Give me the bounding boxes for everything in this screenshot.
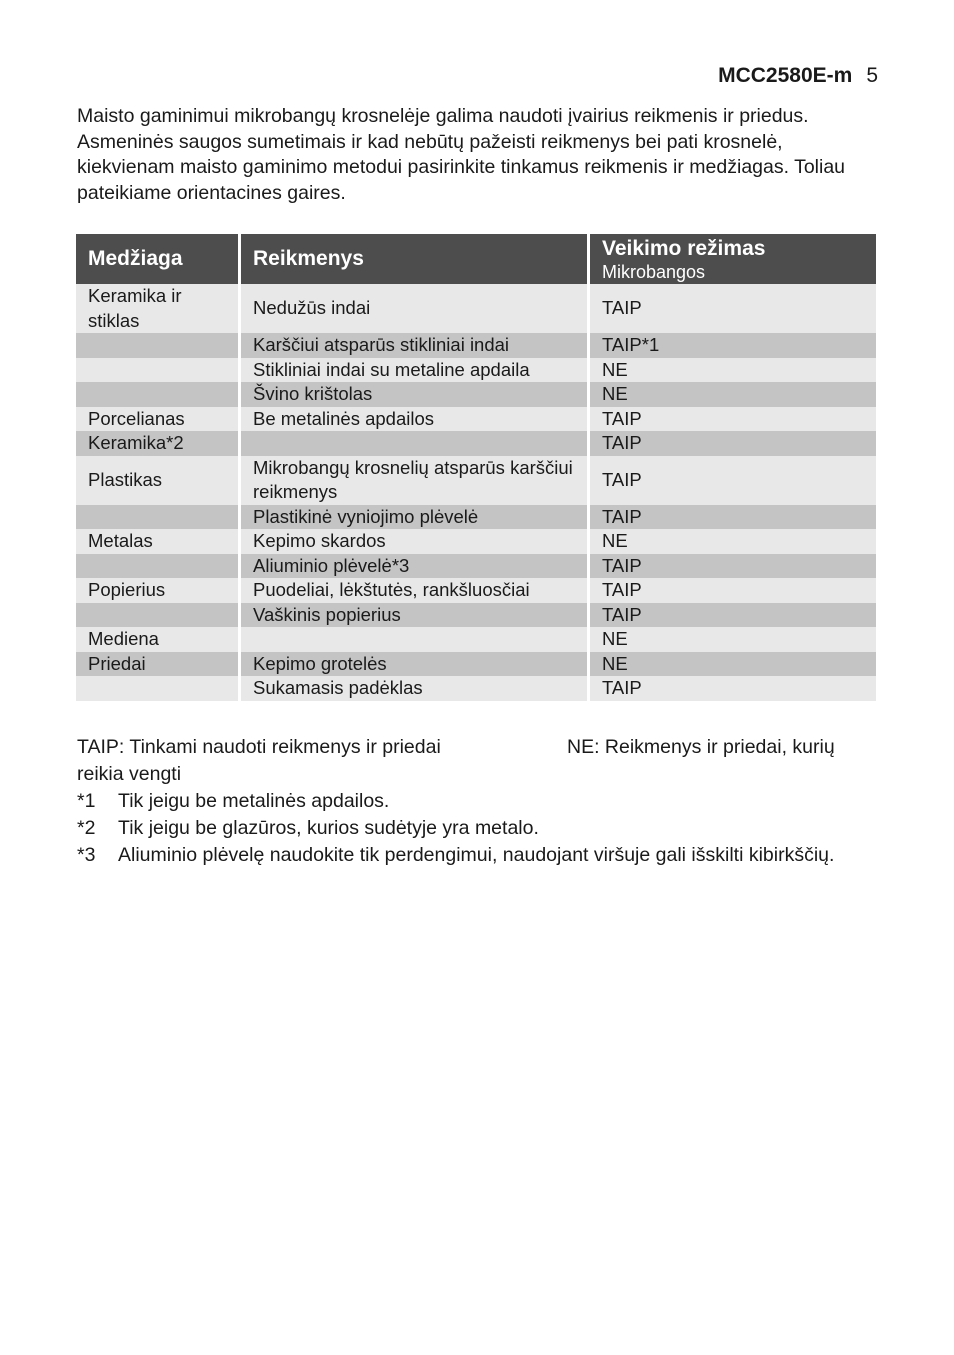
cell-value: NE <box>590 627 876 652</box>
cell-value: TAIP <box>590 407 876 432</box>
cell-utensil <box>241 627 590 652</box>
cell-value: TAIP <box>590 505 876 530</box>
footnote-item <box>77 842 877 869</box>
footnote-item <box>77 815 877 842</box>
table-row <box>76 456 876 505</box>
footnote-text: Tik jeigu be metalinės apdailos. <box>118 790 390 812</box>
cell-material <box>76 505 241 530</box>
page-number: 5 <box>866 64 878 87</box>
cell-material: Metalas <box>76 529 241 554</box>
table-header-row <box>76 234 876 284</box>
table-row <box>76 284 876 333</box>
intro-paragraph: Maisto gaminimui mikrobangų krosnelėje galima naudoti įvairius reikmenis ir priedus. Asmeninės saugos sumetimais ir kad nebūtų pažeisti reikmenys bei pati krosnelė, kiekvienam maisto gaminimo metodui pasirinkite tinkamus reikmenis ir medžiagas. Toliau pateikiame orientacines gaires. <box>77 105 846 204</box>
table-row <box>76 407 876 432</box>
table-row <box>76 578 876 603</box>
cell-material <box>76 603 241 628</box>
cell-utensil: Kepimo grotelės <box>241 652 590 677</box>
table-row <box>76 603 876 628</box>
cell-value: NE <box>590 529 876 554</box>
table-row <box>76 382 876 407</box>
header-mode-title: Veikimo režimas <box>602 237 766 260</box>
cell-material <box>76 358 241 383</box>
footnote-mark: *3 <box>77 844 96 866</box>
page-header <box>718 64 878 88</box>
cell-value: TAIP <box>590 284 876 333</box>
cell-value: TAIP <box>590 676 876 701</box>
cell-material <box>76 554 241 579</box>
footnote-item <box>77 788 877 815</box>
cell-material: Keramika*2 <box>76 431 241 456</box>
cell-utensil: Švino krištolas <box>241 382 590 407</box>
table-row <box>76 358 876 383</box>
header-mode <box>590 234 876 284</box>
cell-value: NE <box>590 652 876 677</box>
materials-table <box>76 234 876 701</box>
legend-ne: NE: Reikmenys ir priedai, kurių reikia vengti <box>77 736 835 785</box>
footnote-mark: *2 <box>77 817 96 839</box>
cell-material: Porcelianas <box>76 407 241 432</box>
table-row <box>76 554 876 579</box>
cell-material: Mediena <box>76 627 241 652</box>
cell-utensil <box>241 431 590 456</box>
cell-material: Priedai <box>76 652 241 677</box>
table-row <box>76 529 876 554</box>
cell-material: Plastikas <box>76 456 241 505</box>
cell-value: TAIP <box>590 431 876 456</box>
cell-material: Popierius <box>76 578 241 603</box>
cell-utensil: Nedužūs indai <box>241 284 590 333</box>
cell-value: NE <box>590 358 876 383</box>
cell-utensil: Puodeliai, lėkštutės, rankšluosčiai <box>241 578 590 603</box>
cell-utensil: Kepimo skardos <box>241 529 590 554</box>
legend-taip: TAIP: Tinkami naudoti reikmenys ir priedai <box>77 736 441 758</box>
footnote-text: Tik jeigu be glazūros, kurios sudėtyje yra metalo. <box>118 817 539 839</box>
table-row <box>76 431 876 456</box>
cell-utensil: Mikrobangų krosnelių atsparūs karščiui reikmenys <box>241 456 590 505</box>
table-row <box>76 676 876 701</box>
cell-material <box>76 676 241 701</box>
table-row <box>76 333 876 358</box>
cell-material <box>76 382 241 407</box>
cell-utensil: Plastikinė vyniojimo plėvelė <box>241 505 590 530</box>
footnotes <box>77 788 877 869</box>
cell-utensil: Aliuminio plėvelė*3 <box>241 554 590 579</box>
cell-utensil: Vaškinis popierius <box>241 603 590 628</box>
cell-value: TAIP <box>590 554 876 579</box>
header-utensils: Reikmenys <box>241 234 590 284</box>
table-row <box>76 652 876 677</box>
cell-utensil: Be metalinės apdailos <box>241 407 590 432</box>
cell-value: TAIP <box>590 456 876 505</box>
cell-material <box>76 333 241 358</box>
footnote-text: Aliuminio plėvelę naudokite tik perdengimui, naudojant viršuje gali išskilti kibirkščių. <box>118 844 835 866</box>
cell-utensil: Sukamasis padėklas <box>241 676 590 701</box>
cell-value: NE <box>590 382 876 407</box>
cell-material: Keramika ir stiklas <box>76 284 241 333</box>
table-row <box>76 627 876 652</box>
cell-value: TAIP <box>590 578 876 603</box>
cell-value: TAIP*1 <box>590 333 876 358</box>
cell-value: TAIP <box>590 603 876 628</box>
header-material: Medžiaga <box>76 234 241 284</box>
cell-utensil: Karščiui atsparūs stikliniai indai <box>241 333 590 358</box>
legend <box>77 734 877 788</box>
footnote-mark: *1 <box>77 790 96 812</box>
cell-utensil: Stikliniai indai su metaline apdaila <box>241 358 590 383</box>
header-mode-subtitle: Mikrobangos <box>602 262 706 282</box>
table-row <box>76 505 876 530</box>
model-name: MCC2580E-m <box>718 64 853 87</box>
